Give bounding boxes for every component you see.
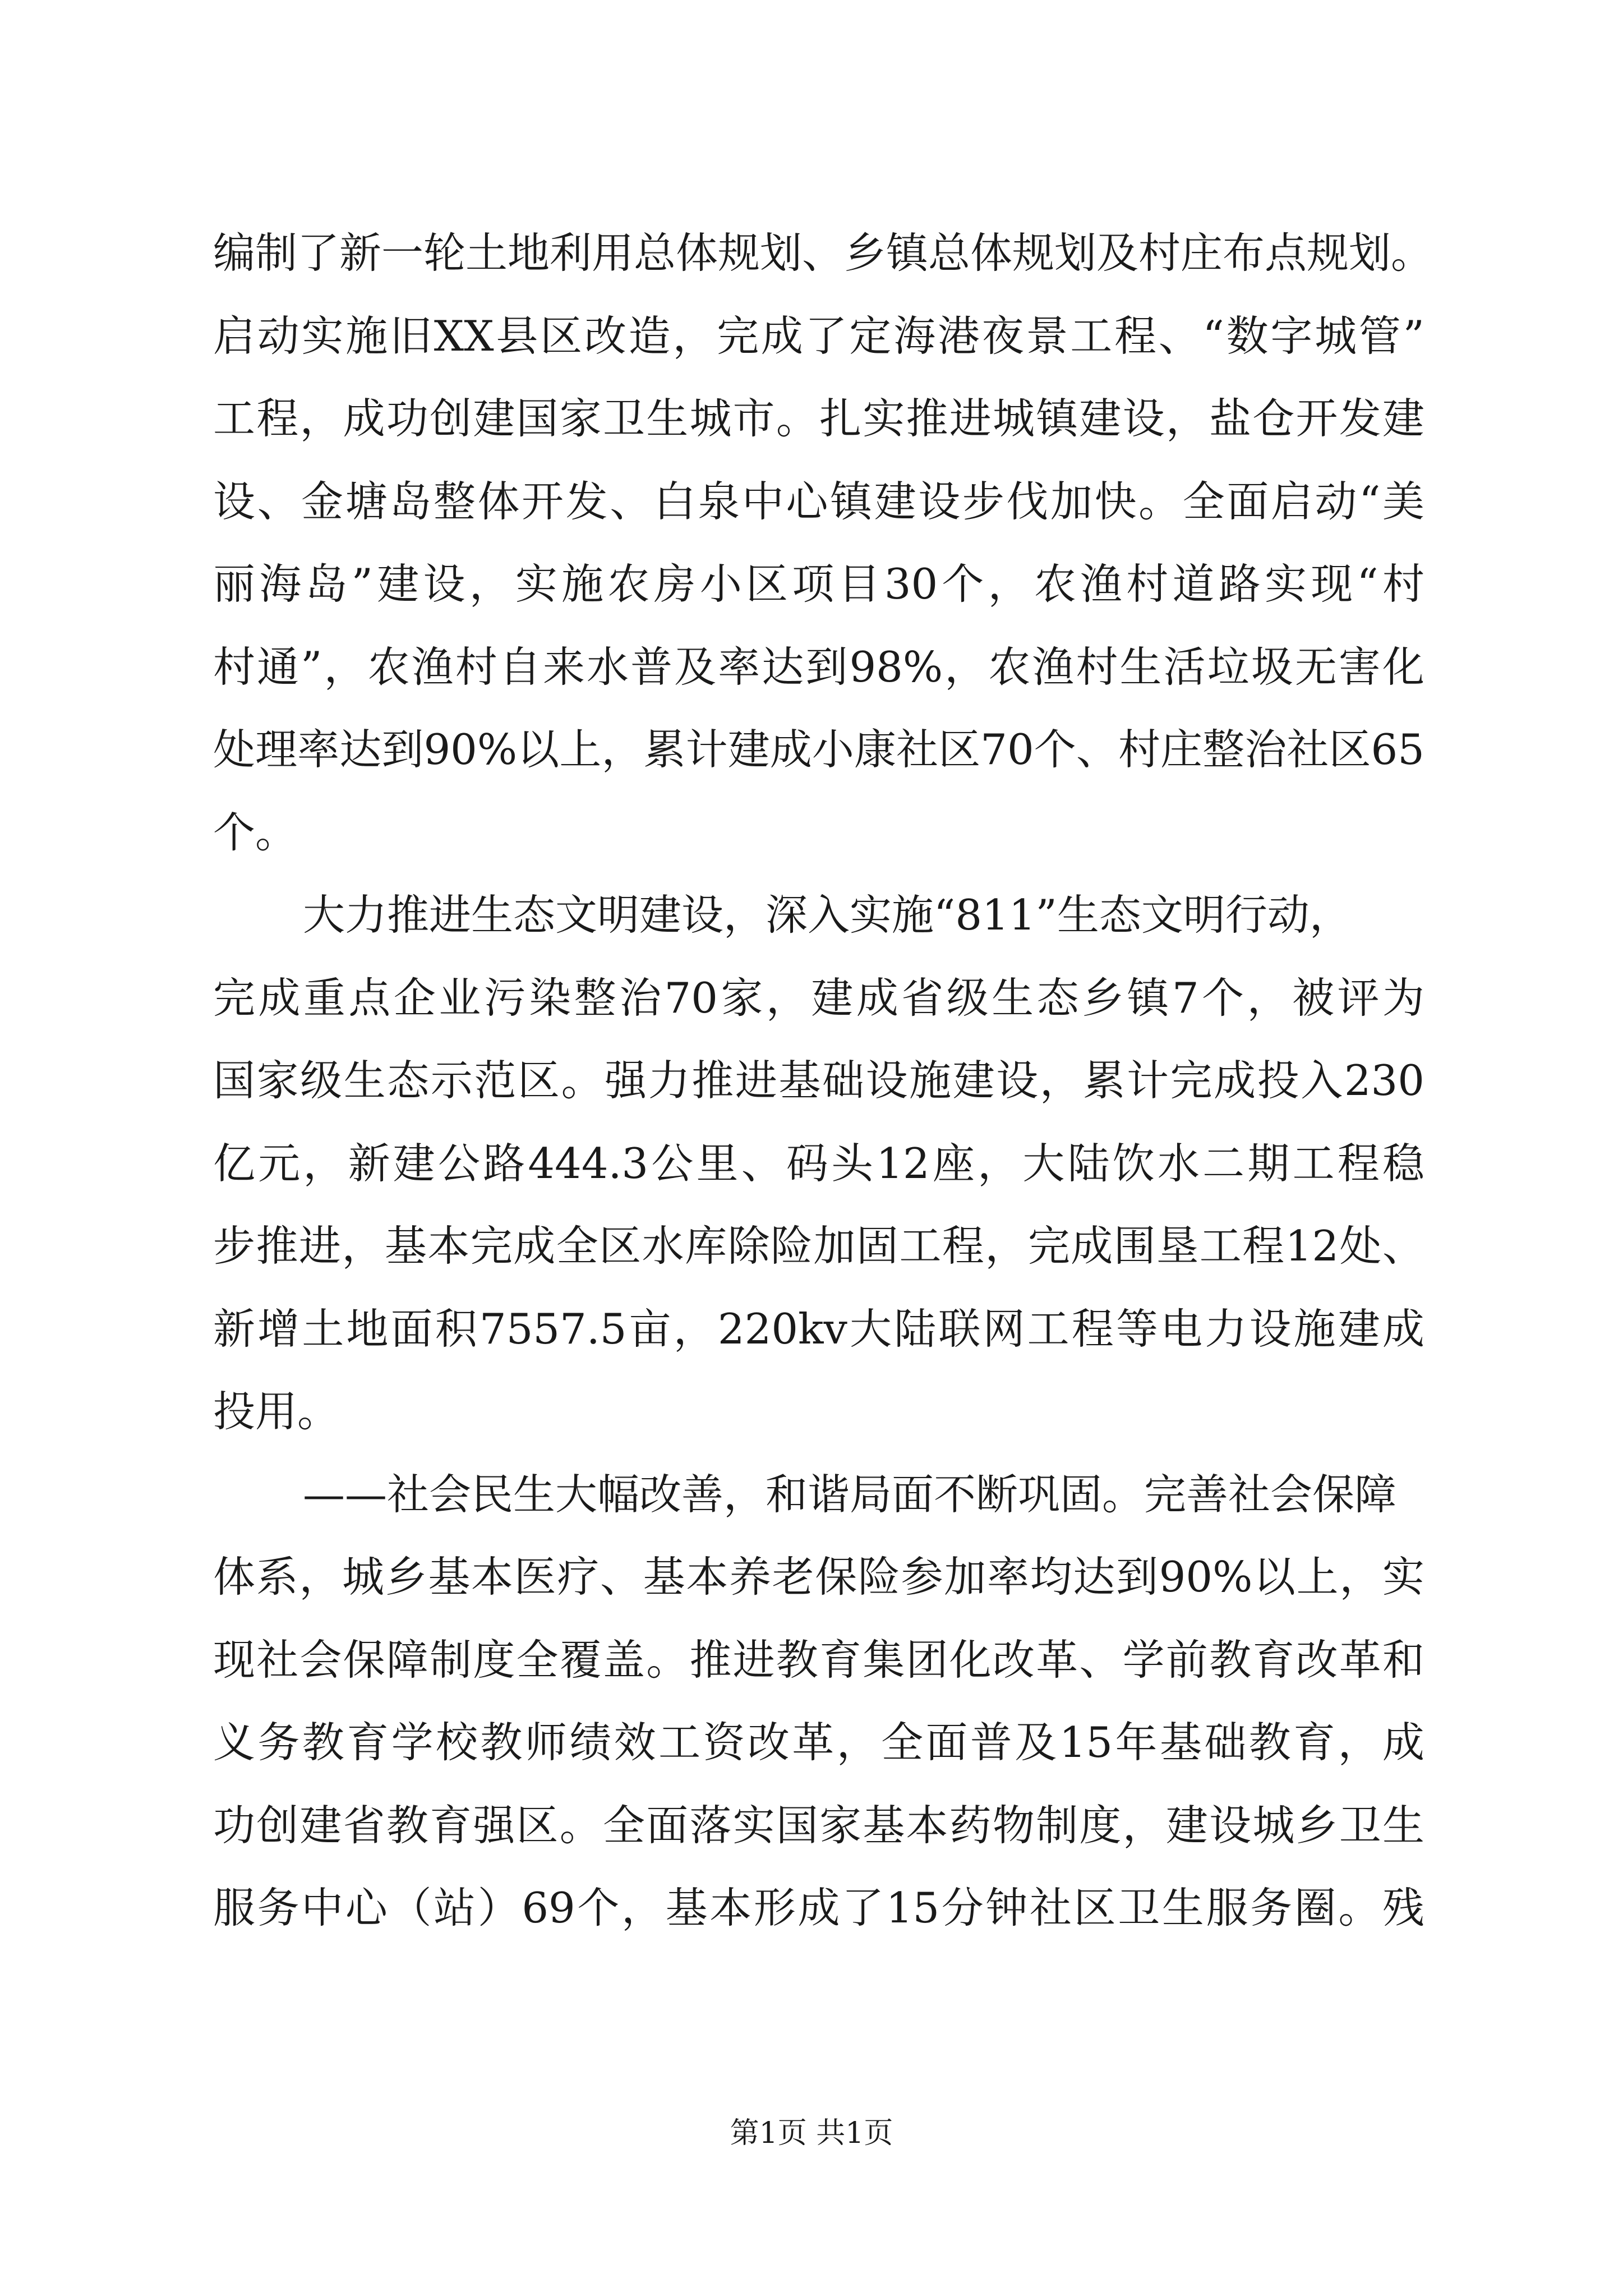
- text-line: 现社会保障制度全覆盖。推进教育集团化改革、学前教育改革和: [213, 1635, 1424, 1685]
- text-line: 投用。: [213, 1387, 340, 1436]
- text-line: 个。: [213, 807, 298, 857]
- text-line: 村通”，农渔村自来水普及率达到98%，农渔村生活垃圾无害化: [213, 642, 1424, 692]
- text-line: 功创建省教育强区。全面落实国家基本药物制度，建设城乡卫生: [213, 1800, 1424, 1850]
- text-line: 国家级生态示范区。强力推进基础设施建设，累计完成投入230: [213, 1056, 1424, 1105]
- text-line: ——社会民生大幅改善，和谐局面不断巩固。完善社会保障: [303, 1469, 1397, 1519]
- text-line: 处理率达到90%以上，累计建成小康社区70个、村庄整治社区65: [213, 725, 1424, 774]
- text-line: 亿元，新建公路444.3公里、码头12座，大陆饮水二期工程稳: [213, 1138, 1424, 1188]
- page-number-label: 第1页 共1页: [730, 2116, 893, 2150]
- text-line: 大力推进生态文明建设，深入实施“811”生态文明行动，: [303, 890, 1352, 940]
- text-line: 新增土地面积7557.5亩，220kv大陆联网工程等电力设施建成: [213, 1304, 1424, 1354]
- text-line: 工程，成功创建国家卫生城市。扎实推进城镇建设，盐仓开发建: [213, 394, 1424, 443]
- page-footer: [0, 2109, 1623, 2151]
- text-line: 完成重点企业污染整治70家，建成省级生态乡镇7个，被评为: [213, 973, 1424, 1023]
- text-line: 服务中心（站）69个，基本形成了15分钟社区卫生服务圈。残: [213, 1883, 1424, 1932]
- text-line: 丽海岛”建设，实施农房小区项目30个，农渔村道路实现“村: [213, 559, 1424, 609]
- text-line: 启动实施旧XX县区改造，完成了定海港夜景工程、“数字城管”: [213, 311, 1424, 361]
- text-line: 设、金塘岛整体开发、白泉中心镇建设步伐加快。全面启动“美: [213, 476, 1424, 526]
- text-line: 编制了新一轮土地利用总体规划、乡镇总体规划及村庄布点规划。: [213, 228, 1433, 278]
- text-line: 步推进，基本完成全区水库除险加固工程，完成围垦工程12处、: [213, 1221, 1424, 1271]
- document-body: [213, 212, 1433, 1950]
- text-line: 义务教育学校教师绩效工资改革，全面普及15年基础教育，成: [213, 1718, 1424, 1767]
- text-line: 体系，城乡基本医疗、基本养老保险参加率均达到90%以上，实: [213, 1552, 1424, 1602]
